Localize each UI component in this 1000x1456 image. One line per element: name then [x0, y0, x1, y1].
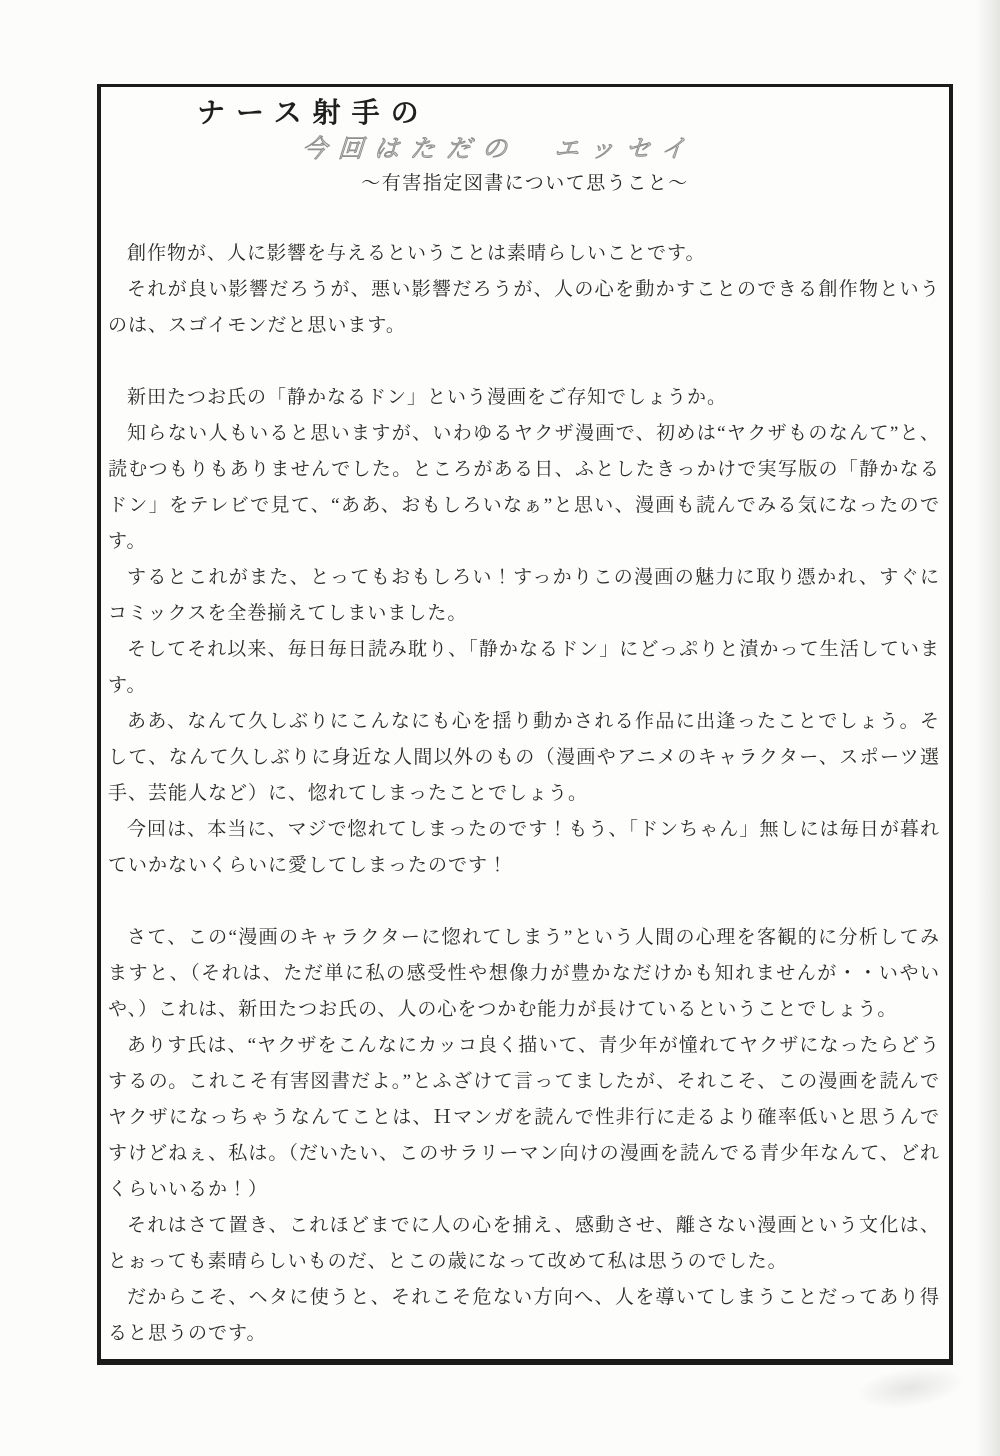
essay-paragraph: だからこそ、ヘタに使うと、それこそ危ない方向へ、人を導いてしまうことだってあり得ると思うのです。 — [108, 1287, 940, 1344]
essay-paragraph: 新田たつお氏の「静かなるドン」という漫画をご存知でしょうか。 — [127, 387, 728, 408]
paragraph-group — [108, 380, 940, 884]
essay-paragraph: 今回は、本当に、マジで惚れてしまったのです！もう、「ドンちゃん」無しには毎日が暮れていかないくらいに愛してしまったのです！ — [108, 819, 940, 876]
essay-paragraph: ああ、なんて久しぶりにこんなにも心を揺り動かされる作品に出逢ったことでしょう。そして、なんて久しぶりに身近な人間以外のもの（漫画やアニメのキャラクター、スポーツ選手、芸能人など）に、惚れてしまったことでしょう。 — [108, 711, 940, 804]
essay-paragraph: それが良い影響だろうが、悪い影響だろうが、人の心を動かすことのできる創作物というのは、スゴイモンだと思います。 — [108, 279, 940, 336]
essay-paragraph: するとこれがまた、とってもおもしろい！すっかりこの漫画の魅力に取り憑かれ、すぐにコミックスを全巻揃えてしまいました。 — [108, 567, 940, 624]
page-border-frame — [97, 84, 953, 1365]
essay-theme-line: 〜有害指定図書について思うこと〜 — [361, 173, 689, 194]
essay-paragraph: ありす氏は、“ヤクザをこんなにカッコ良く描いて、青少年が憧れてヤクザになったらどうするの。これこそ有害図書だよ。”とふざけて言ってましたが、それこそ、この漫画を読んでヤクザになっちゃうなんてことは、Ｈマンガを読んで性非行に走るより確率低いと思うんですけどねぇ、私は。（だいたい、このサラリーマン向けの漫画を読んでる青少年なんて、どれくらいいるか！） — [108, 1035, 940, 1200]
essay-paragraph: 創作物が、人に影響を与えるということは素晴らしいことです。 — [127, 243, 706, 264]
scan-corner-smudge — [853, 1361, 967, 1416]
series-title: ナース射手の — [197, 98, 430, 129]
scan-edge-shading — [976, 0, 1000, 1456]
essay-subtitle: 今回はただの エッセイ — [301, 136, 698, 163]
essay-paragraph: さて、この“漫画のキャラクターに惚れてしまう”という人間の心理を客観的に分析してみますと、（それは、ただ単に私の感受性や想像力が豊かなだけかも知れませんが・・いやいや、）これは、新田たつお氏の、人の心をつかむ能力が長けているということでしょう。 — [108, 927, 940, 1020]
page-content — [101, 87, 949, 1352]
essay-body — [105, 236, 945, 1352]
essay-paragraph: 知らない人もいると思いますが、いわゆるヤクザ漫画で、初めは“ヤクザものなんて”と、読むつもりもありませんでした。ところがある日、ふとしたきっかけで実写版の「静かなるドン」をテレビで見て、“ああ、おもしろいなぁ”と思い、漫画も読んでみる気になったのです。 — [108, 423, 940, 552]
essay-paragraph: そしてそれ以来、毎日毎日読み耽り、「静かなるドン」にどっぷりと漬かって生活しています。 — [108, 639, 940, 696]
paragraph-group — [108, 236, 940, 344]
essay-paragraph: それはさて置き、これほどまでに人の心を捕え、感動させ、離さない漫画という文化は、とぉっても素晴らしいものだ、とこの歳になって改めて私は思うのでした。 — [108, 1215, 940, 1272]
paragraph-group — [108, 920, 940, 1352]
